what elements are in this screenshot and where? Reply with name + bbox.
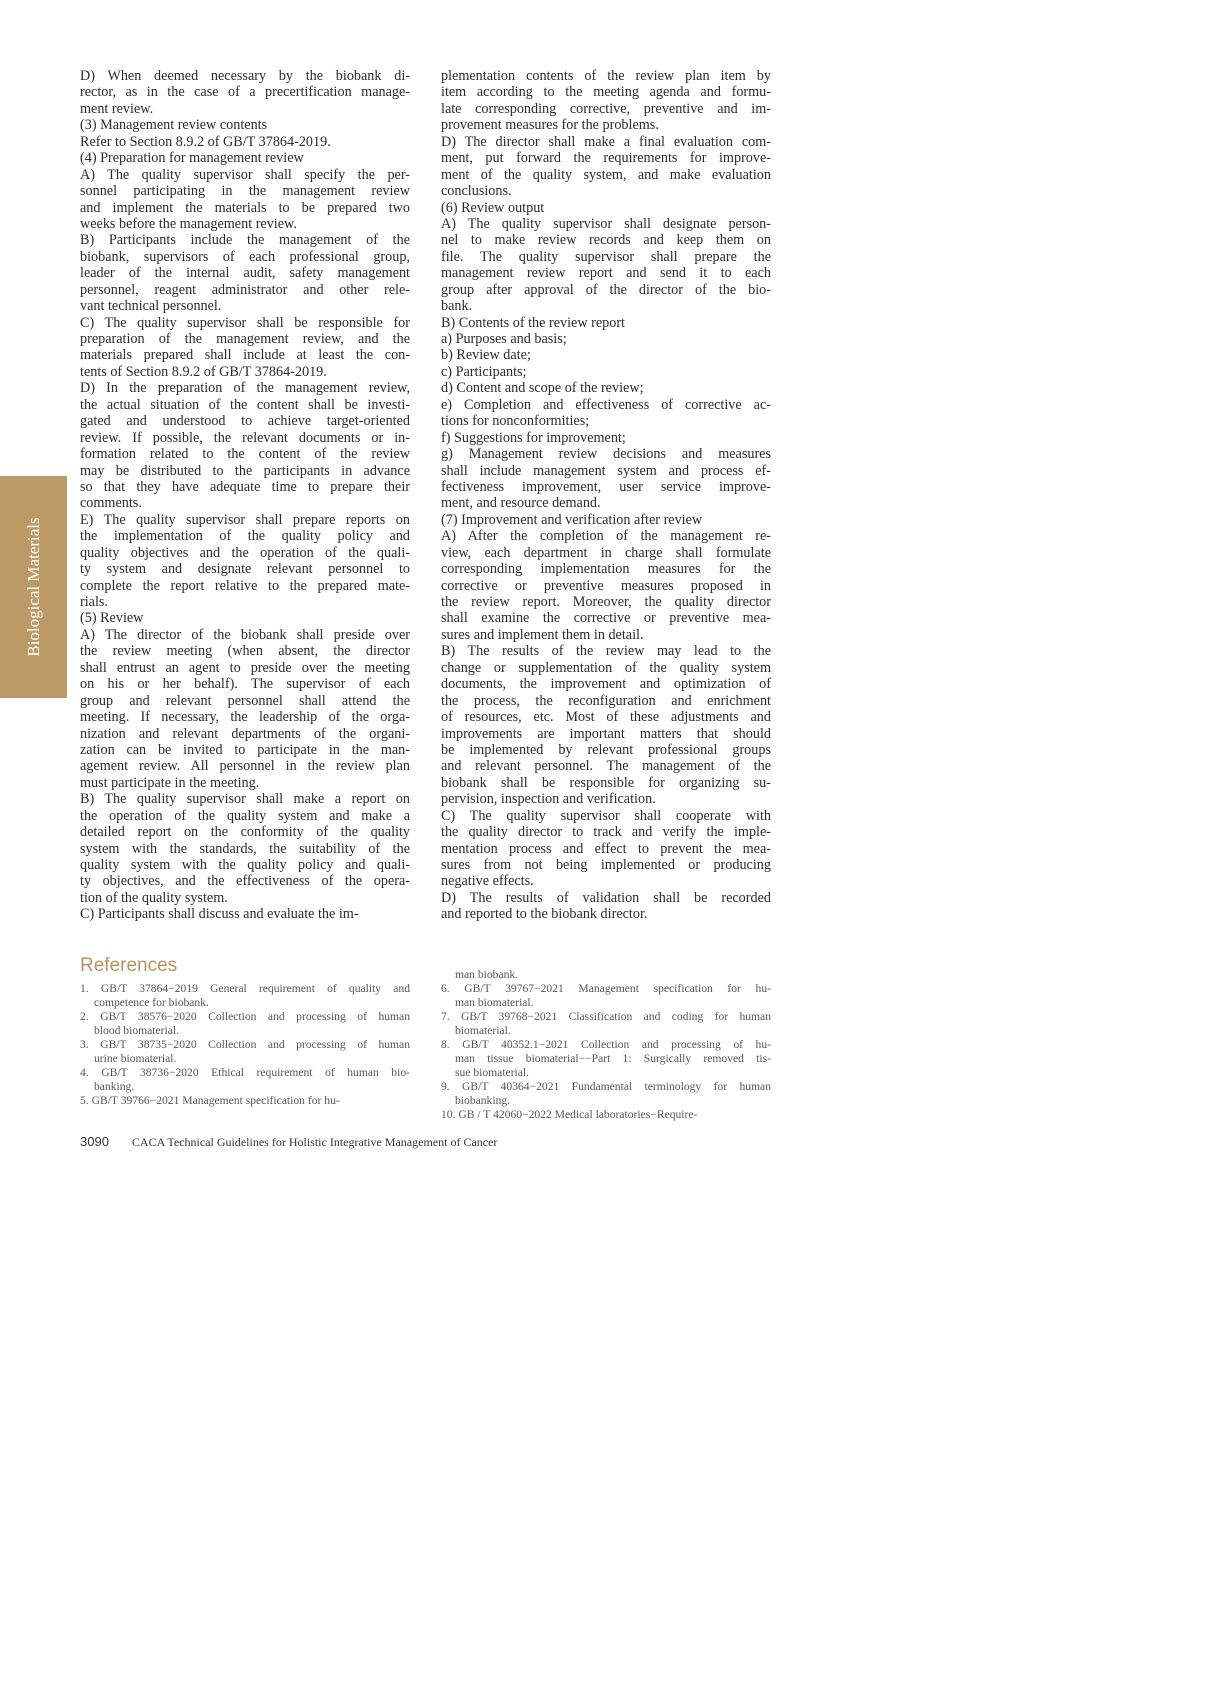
text-line: quality objectives and the operation of the quali- [80, 544, 410, 561]
text-line: A) The quality supervisor shall specify the per- [80, 166, 410, 183]
text-line: comments. [80, 495, 142, 512]
text-line: 4. GB/T 38736−2020 Ethical requirement of human bio- [80, 1066, 410, 1079]
reference-item [441, 982, 771, 1010]
right-text-column [441, 68, 771, 923]
text-line: may be distributed to the participants in advance [80, 462, 410, 479]
text-line: C) The quality supervisor shall cooperate with [441, 807, 771, 824]
text-line: documents, the improvement and optimization of [441, 676, 771, 693]
references-list-left [80, 982, 410, 1108]
text-line: Refer to Section 8.9.2 of GB/T 37864-2019. [80, 133, 331, 150]
text-line: urine biomaterial. [94, 1052, 177, 1065]
references-heading: References [80, 955, 178, 976]
side-tab-label: Biological Materials [23, 517, 43, 657]
reference-item [80, 1010, 410, 1038]
text-line: zation can be invited to participate in the man- [80, 741, 410, 758]
paragraph [441, 890, 771, 923]
text-line: sures and implement them in detail. [441, 626, 644, 643]
text-line: mentation process and effect to prevent the mea- [441, 840, 771, 857]
text-line: c) Participants; [441, 363, 527, 380]
text-line: biobank shall be responsible for organizing su- [441, 774, 771, 791]
paragraph [80, 627, 410, 791]
text-line: ment review. [80, 100, 154, 117]
text-line: B) Participants include the management of the [80, 232, 410, 249]
reference-item [80, 1094, 410, 1108]
paragraph [441, 380, 771, 396]
text-line: the review meeting (when absent, the director [80, 643, 410, 660]
reference-item [80, 982, 410, 1010]
text-line: B) The quality supervisor shall make a report on [80, 791, 410, 808]
paragraph [80, 167, 410, 233]
text-line: E) The quality supervisor shall prepare reports on [80, 511, 410, 528]
text-line: sures from not being implemented or producing [441, 857, 771, 873]
text-line: ment, put forward the requirements for improve- [441, 150, 771, 167]
text-line: of resources, etc. Most of these adjustments and [441, 709, 771, 726]
paragraph [441, 364, 771, 380]
text-line: bank. [441, 298, 473, 315]
text-line: improvements are important matters that should [441, 725, 771, 742]
text-line: group after approval of the director of the bio- [441, 281, 771, 298]
paragraph [441, 134, 771, 200]
text-line: group and relevant personnel shall attend the [80, 692, 410, 709]
reference-item [80, 1038, 410, 1066]
text-line: 10. GB / T 42060−2022 Medical laboratories−Require- [441, 1108, 698, 1121]
text-line: system with the standards, the suitability of the [80, 840, 410, 857]
paragraph [80, 134, 410, 150]
page-footer [80, 1134, 497, 1150]
paragraph [80, 791, 410, 906]
text-line: gated and understood to achieve target-oriented [80, 413, 410, 430]
text-line: quality system with the quality policy and quali- [80, 857, 410, 873]
text-line: so that they have adequate time to prepare their [80, 478, 410, 495]
text-line: 7. GB/T 39768−2021 Classification and coding for human [441, 1010, 771, 1023]
text-line: man biobank. [455, 968, 519, 981]
text-line: detailed report on the conformity of the quality [80, 824, 410, 841]
reference-item [441, 954, 771, 982]
text-line: vant technical personnel. [80, 298, 222, 315]
text-line: sue biomaterial. [455, 1066, 530, 1079]
text-line: corrective or preventive measures proposed in [441, 577, 771, 594]
paragraph [80, 380, 410, 512]
text-line: g) Management review decisions and measures [441, 446, 771, 463]
text-line: 3. GB/T 38735−2020 Collection and processing of human [80, 1038, 410, 1051]
text-line: sonnel participating in the management review [80, 183, 410, 200]
text-line: management review report and send it to each [441, 265, 771, 282]
paragraph [80, 512, 410, 611]
text-line: (4) Preparation for management review [80, 150, 304, 167]
text-line: B) The results of the review may lead to the [441, 643, 771, 660]
text-line: 5. GB/T 39766−2021 Management specification for hu- [80, 1094, 340, 1107]
paragraph [441, 216, 771, 315]
section-side-tab [0, 476, 67, 698]
paragraph [441, 68, 771, 134]
text-line: 6. GB/T 39767−2021 Management specification for hu- [441, 982, 771, 995]
text-line: file. The quality supervisor shall prepare the [441, 248, 771, 265]
text-line: (5) Review [80, 610, 144, 627]
text-line: item according to the meeting agenda and formu- [441, 84, 771, 101]
paragraph [441, 430, 771, 446]
text-line: weeks before the management review. [80, 215, 297, 232]
text-line: b) Review date; [441, 347, 531, 364]
text-line: ty objectives, and the effectiveness of the opera- [80, 873, 410, 890]
text-line: 9. GB/T 40364−2021 Fundamental terminology for human [441, 1080, 771, 1093]
paragraph [441, 200, 771, 216]
text-line: rials. [80, 594, 108, 610]
paragraph [80, 150, 410, 166]
text-line: nel to make review records and keep them on [441, 232, 771, 249]
text-line: C) Participants shall discuss and evaluate the im- [80, 906, 359, 923]
text-line: A) The director of the biobank shall preside over [80, 626, 410, 643]
text-line: d) Content and scope of the review; [441, 380, 644, 397]
paragraph [80, 906, 410, 922]
text-line: complete the report relative to the prepared mate- [80, 577, 410, 594]
text-line: blood biomaterial. [94, 1024, 180, 1037]
text-line: biobanking. [455, 1094, 511, 1107]
text-line: 2. GB/T 38576−2020 Collection and processing of human [80, 1010, 410, 1023]
text-line: the implementation of the quality policy and [80, 528, 410, 545]
text-line: (3) Management review contents [80, 117, 268, 134]
text-line: (7) Improvement and verification after review [441, 511, 703, 528]
text-line: and implement the materials to be prepared two [80, 199, 410, 216]
text-line: materials prepared shall include at least the con- [80, 347, 410, 364]
text-line: (6) Review output [441, 199, 545, 216]
text-line: negative effects. [441, 873, 534, 890]
paragraph [80, 117, 410, 133]
text-line: the review report. Moreover, the quality director [441, 594, 771, 610]
reference-item [441, 1080, 771, 1108]
text-line: ment of the quality system, and make evaluation [441, 166, 771, 183]
text-line: B) Contents of the review report [441, 314, 625, 331]
text-line: change or supplementation of the quality system [441, 659, 771, 676]
text-line: fectiveness improvement, user service improve- [441, 478, 771, 495]
text-line: view, each department in charge shall formulate [441, 544, 771, 561]
journal-title: CACA Technical Guidelines for Holistic Integrative Management of Cancer [131, 1135, 498, 1149]
paragraph [441, 808, 771, 890]
text-line: banking. [94, 1080, 135, 1093]
paragraph [441, 315, 771, 331]
text-line: provement measures for the problems. [441, 117, 659, 134]
text-line: late corresponding corrective, preventive and im- [441, 100, 771, 117]
reference-item [80, 1066, 410, 1094]
text-line: be implemented by relevant professional groups [441, 741, 771, 758]
text-line: e) Completion and effectiveness of corrective ac- [441, 396, 771, 413]
text-line: preparation of the management review, and the [80, 331, 410, 347]
text-line: D) When deemed necessary by the biobank di- [80, 68, 410, 84]
text-line: man biomaterial. [455, 996, 534, 1009]
text-line: plementation contents of the review plan item by [441, 68, 771, 84]
references-list-right [441, 954, 771, 1122]
text-line: biomaterial. [455, 1024, 511, 1037]
text-line: biobank, supervisors of each professional group, [80, 248, 410, 265]
paragraph [441, 446, 771, 512]
text-line: C) The quality supervisor shall be responsible for [80, 314, 410, 331]
paragraph [80, 315, 410, 381]
text-line: D) The director shall make a final evaluation com- [441, 133, 771, 150]
text-line: A) After the completion of the management re- [441, 528, 771, 545]
text-line: personnel, reagent administrator and other rele- [80, 281, 410, 298]
text-line: competence for biobank. [94, 996, 209, 1009]
paragraph [441, 331, 771, 347]
text-line: shall entrust an agent to preside over the meeting [80, 659, 410, 676]
paragraph [80, 610, 410, 626]
text-line: on his or her behalf). The supervisor of each [80, 676, 410, 693]
text-line: meeting. If necessary, the leadership of the orga- [80, 709, 410, 726]
text-line: the process, the reconfiguration and enrichment [441, 692, 771, 709]
text-line: leader of the internal audit, safety management [80, 265, 410, 282]
text-line: rector, as in the case of a precertification manage- [80, 84, 410, 101]
text-line: 1. GB/T 37864−2019 General requirement of quality and [80, 982, 410, 995]
text-line: shall examine the corrective or preventive mea- [441, 610, 771, 627]
text-line: and relevant personnel. The management of the [441, 758, 771, 775]
text-line: agement review. All personnel in the review plan [80, 758, 410, 775]
text-line: corresponding implementation measures for the [441, 561, 771, 578]
text-line: formation related to the content of the review [80, 446, 410, 463]
text-line: the actual situation of the content shall be investi- [80, 396, 410, 413]
paragraph [441, 512, 771, 528]
paragraph [80, 68, 410, 117]
text-line: review. If possible, the relevant documents or in- [80, 429, 410, 446]
text-line: ment, and resource demand. [441, 495, 601, 512]
text-line: tents of Section 8.9.2 of GB/T 37864-2019. [80, 363, 327, 380]
text-line: the operation of the quality system and make a [80, 807, 410, 824]
text-line [441, 954, 771, 968]
text-line: pervision, inspection and verification. [441, 791, 656, 808]
paragraph [441, 643, 771, 807]
text-line: 8. GB/T 40352.1−2021 Collection and processing of hu- [441, 1038, 771, 1051]
paragraph [80, 232, 410, 314]
text-line: f) Suggestions for improvement; [441, 429, 626, 446]
text-line: tions for nonconformities; [441, 413, 590, 430]
text-line: D) The results of validation shall be recorded [441, 889, 771, 906]
text-line: shall include management system and process ef- [441, 462, 771, 479]
text-line: tion of the quality system. [80, 889, 228, 906]
paragraph [441, 528, 771, 643]
text-line: D) In the preparation of the management review, [80, 380, 410, 397]
page-number: 3090 [80, 1134, 109, 1149]
text-line: and reported to the biobank director. [441, 906, 648, 923]
text-line: a) Purposes and basis; [441, 331, 567, 347]
reference-item [441, 1010, 771, 1038]
reference-item [441, 1038, 771, 1080]
text-line: the quality director to track and verify the imple- [441, 824, 771, 841]
text-line: A) The quality supervisor shall designate person- [441, 215, 771, 232]
text-line: conclusions. [441, 183, 512, 200]
text-line: must participate in the meeting. [80, 774, 260, 791]
text-line: man tissue biomaterial−−Part 1: Surgically removed tis- [455, 1052, 771, 1065]
paragraph [441, 397, 771, 430]
reference-item [441, 1108, 771, 1122]
paragraph [441, 347, 771, 363]
text-line: nization and relevant departments of the organi- [80, 725, 410, 742]
left-text-column [80, 68, 410, 923]
text-line: ty system and designate relevant personnel to [80, 561, 410, 578]
